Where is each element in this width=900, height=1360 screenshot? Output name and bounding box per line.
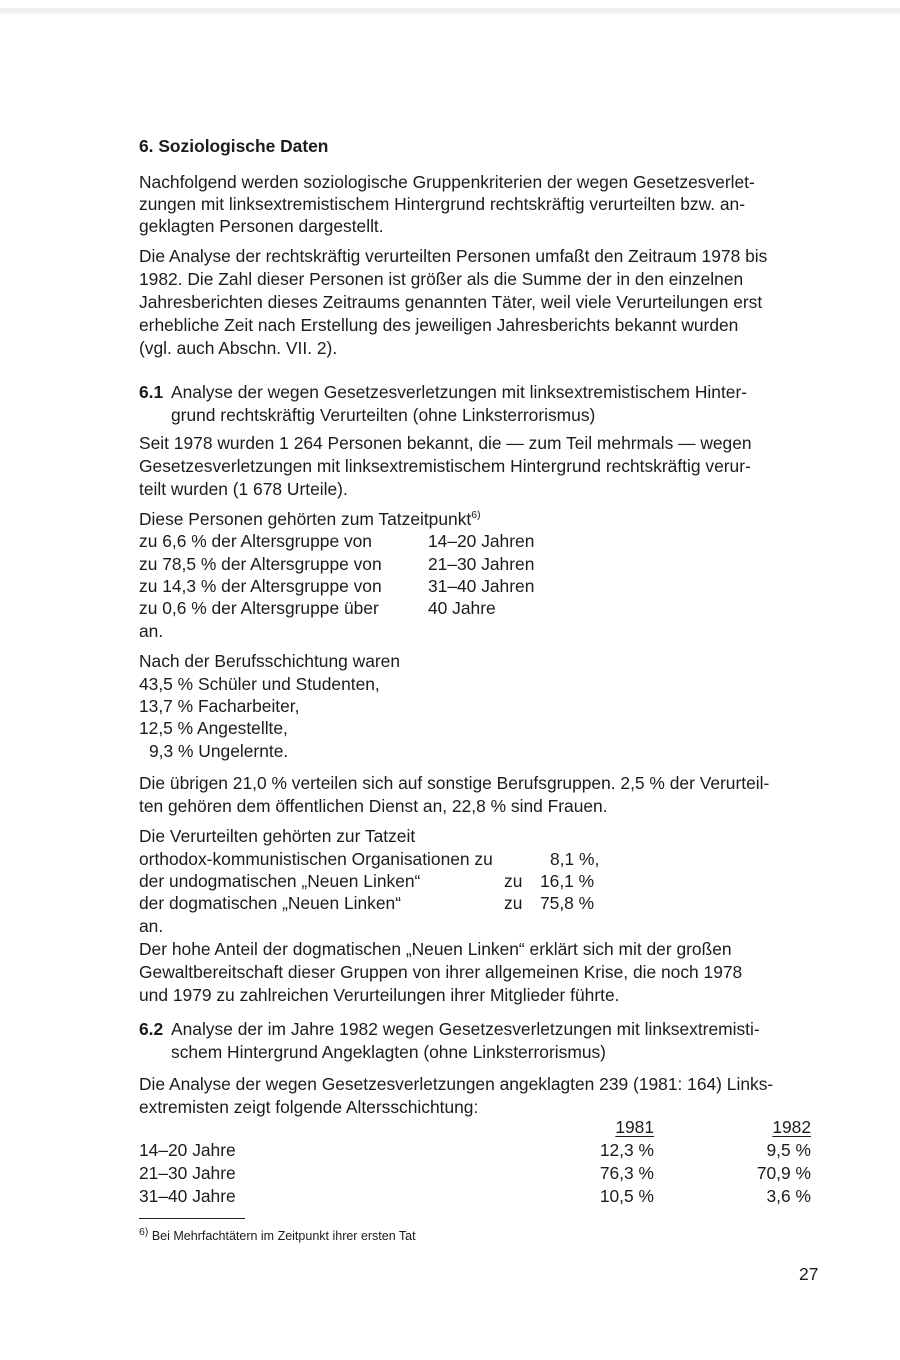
age-percent: zu 78,5 % der Altersgruppe von xyxy=(139,554,382,574)
table-header-1981: 1981 xyxy=(615,1117,654,1137)
rest-line: Die übrigen 21,0 % verteilen sich auf sonstige Berufsgruppen. 2,5 % der Verurteil- xyxy=(139,773,770,793)
age-range: 31–40 Jahren xyxy=(428,576,535,596)
table-cell-1981: 12,3 % xyxy=(599,1140,654,1160)
org-zu: zu xyxy=(504,871,523,891)
age-percent: zu 0,6 % der Altersgruppe über xyxy=(139,598,379,618)
analysis-line: (vgl. auch Abschn. VII. 2). xyxy=(139,338,338,358)
job-line: Nach der Berufsschichtung waren xyxy=(139,651,400,671)
age-percent: zu 14,3 % der Altersgruppe von xyxy=(139,576,382,596)
subsection-title: schem Hintergrund Angeklagten (ohne Linksterrorismus) xyxy=(171,1042,606,1062)
analysis-line: Die Analyse der rechtskräftig verurteilten Personen umfaßt den Zeitraum 1978 bis xyxy=(139,246,768,266)
table-cell-1982: 3,6 % xyxy=(766,1186,811,1206)
org-label: orthodox-kommunistischen Organisationen zu xyxy=(139,849,493,869)
closing-line: Gewaltbereitschaft dieser Gruppen von ihrer allgemeinen Krise, die noch 1978 xyxy=(139,962,743,982)
job-line: 12,5 % Angestellte, xyxy=(139,718,288,738)
table-cell-1981: 76,3 % xyxy=(599,1163,654,1183)
age-range: 14–20 Jahren xyxy=(428,531,535,551)
subsection-title: grund rechtskräftig Verurteilten (ohne Linksterrorismus) xyxy=(171,405,596,425)
intro-line: Nachfolgend werden soziologische Gruppenkriterien der wegen Gesetzesverlet- xyxy=(139,172,755,192)
org-intro: Die Verurteilten gehörten zur Tatzeit xyxy=(139,826,416,846)
job-line: 13,7 % Facharbeiter, xyxy=(139,696,300,716)
footnote-text: Bei Mehrfachtätern im Zeitpunkt ihrer ersten Tat xyxy=(151,1229,416,1243)
job-line: 9,3 % Ungelernte. xyxy=(149,741,289,761)
table-row-label: 21–30 Jahre xyxy=(139,1163,236,1183)
table-header-1982: 1982 xyxy=(772,1117,811,1137)
table-row-label: 31–40 Jahre xyxy=(139,1186,236,1206)
table-cell-1981: 10,5 % xyxy=(599,1186,654,1206)
intro-line: geklagten Personen dargestellt. xyxy=(139,216,384,236)
analysis-line: 1982. Die Zahl dieser Personen ist größer als die Summe der in den einzelnen xyxy=(139,269,744,289)
subsection-number: 6.1 xyxy=(139,382,164,402)
org-label: der undogmatischen „Neuen Linken“ xyxy=(139,871,421,891)
org-value: 16,1 % xyxy=(540,871,595,891)
org-value: 8,1 %, xyxy=(550,849,600,869)
org-end: an. xyxy=(139,916,164,936)
table-cell-1982: 9,5 % xyxy=(766,1140,811,1160)
age-range: 40 Jahre xyxy=(428,598,496,618)
age-percent: zu 6,6 % der Altersgruppe von xyxy=(139,531,372,551)
org-value: 75,8 % xyxy=(540,893,595,913)
subsection-number: 6.2 xyxy=(139,1019,164,1039)
closing-line: Der hohe Anteil der dogmatischen „Neuen Linken“ erklärt sich mit der großen xyxy=(139,939,732,959)
age-intro: Diese Personen gehörten zum Tatzeitpunkt$^{6)}$ xyxy=(139,509,481,529)
org-label: der dogmatischen „Neuen Linken“ xyxy=(139,893,401,913)
intro-line: zungen mit linksextremistischem Hintergrund rechtskräftig verurteilten bzw. an- xyxy=(139,194,746,214)
age-range: 21–30 Jahren xyxy=(428,554,535,574)
section-heading: 6. Soziologische Daten xyxy=(139,136,329,156)
footnote-reference: 6) xyxy=(471,509,481,522)
closing-line: und 1979 zu zahlreichen Verurteilungen ihrer Mitglieder führte. xyxy=(139,985,620,1005)
s62-para-line: extremisten zeigt folgende Altersschichtung: xyxy=(139,1097,479,1117)
footnote-divider xyxy=(139,1218,245,1219)
footnote xyxy=(139,1225,416,1244)
subsection-title: Analyse der im Jahre 1982 wegen Gesetzesverletzungen mit linksextremisti- xyxy=(171,1019,760,1039)
s61-para-line: Gesetzesverletzungen mit linksextremistischem Hintergrund rechtskräftig verur- xyxy=(139,456,751,476)
analysis-line: erhebliche Zeit nach Erstellung des jeweiligen Jahresberichts bekannt wurden xyxy=(139,315,739,335)
footnote-mark: 6) xyxy=(139,1225,149,1238)
org-zu: zu xyxy=(504,893,523,913)
page-number: 27 xyxy=(799,1264,819,1284)
rest-line: ten gehören dem öffentlichen Dienst an, 22,8 % sind Frauen. xyxy=(139,796,608,816)
s61-para-line: Seit 1978 wurden 1 264 Personen bekannt, die — zum Teil mehrmals — wegen xyxy=(139,433,752,453)
subsection-title: Analyse der wegen Gesetzesverletzungen mit linksextremistischem Hinter- xyxy=(171,382,748,402)
table-cell-1982: 70,9 % xyxy=(756,1163,811,1183)
table-row-label: 14–20 Jahre xyxy=(139,1140,236,1160)
job-line: 43,5 % Schüler und Studenten, xyxy=(139,674,380,694)
analysis-line: Jahresberichten dieses Zeitraums genannten Täter, weil viele Verurteilungen erst xyxy=(139,292,763,312)
age-end: an. xyxy=(139,621,164,641)
s61-para-line: teilt wurden (1 678 Urteile). xyxy=(139,479,348,499)
s62-para-line: Die Analyse der wegen Gesetzesverletzungen angeklagten 239 (1981: 164) Links- xyxy=(139,1074,774,1094)
